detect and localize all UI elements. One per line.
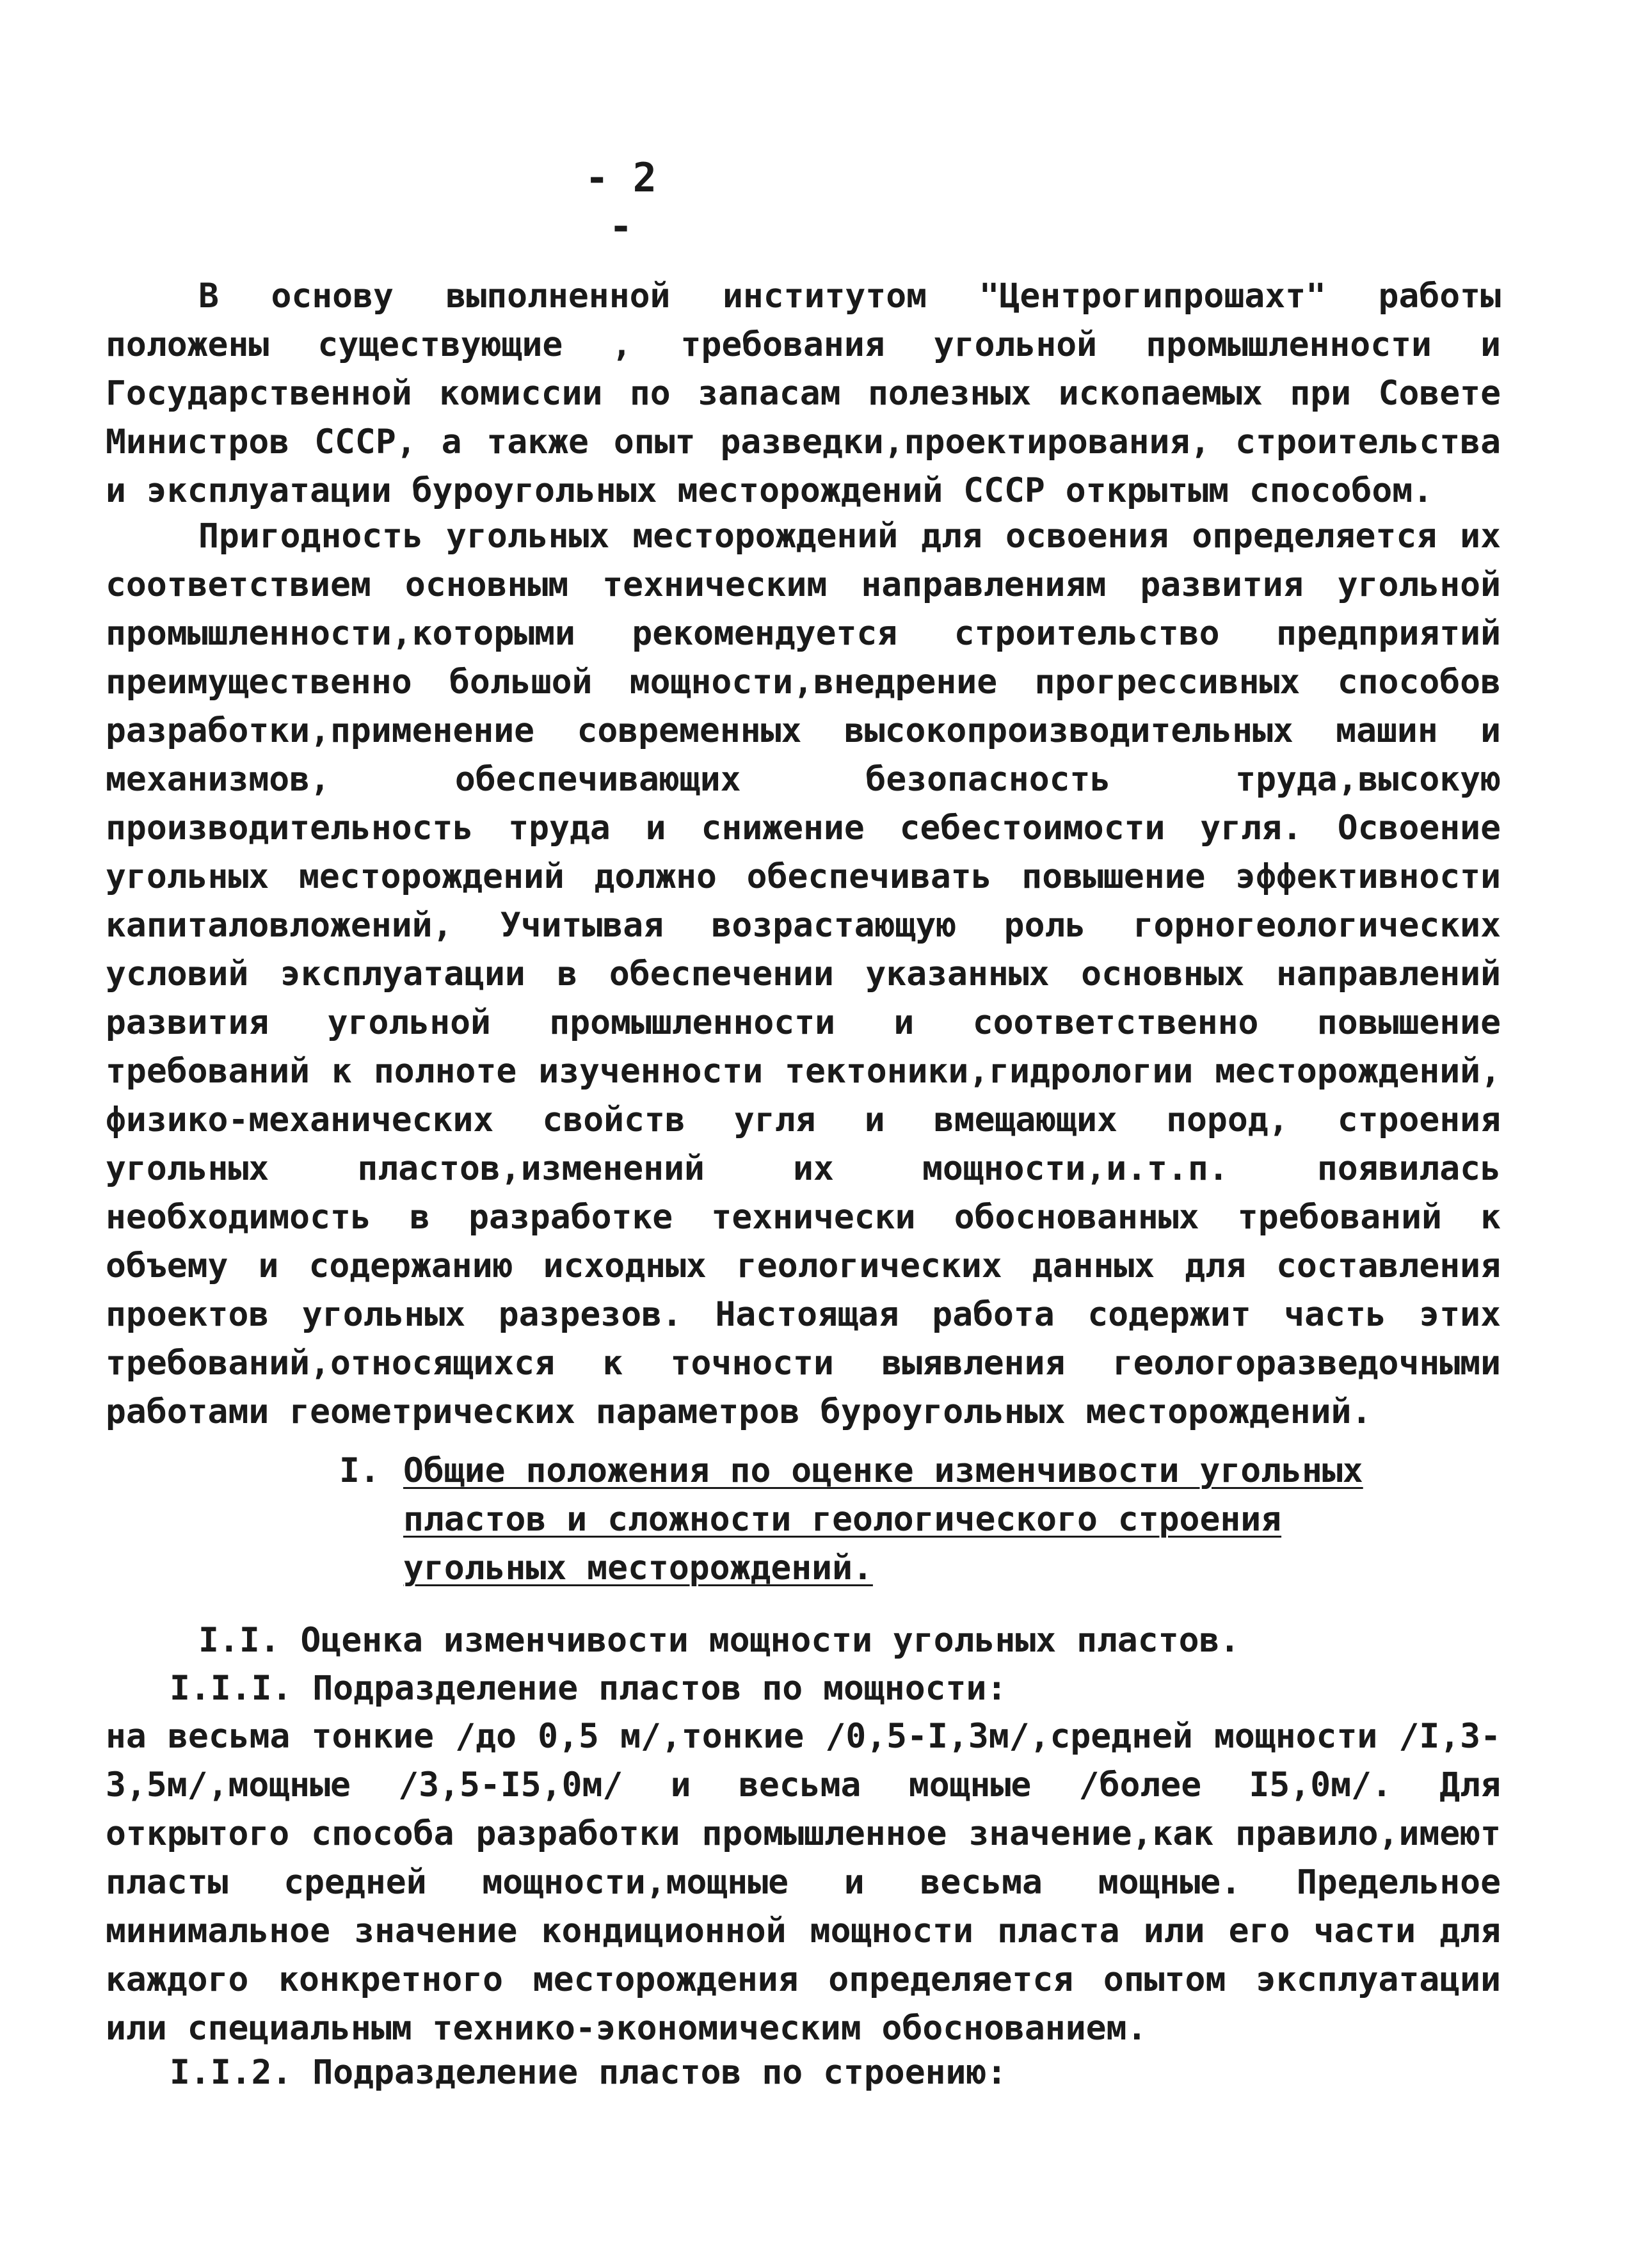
intro-paragraph: В основу выполненной институтом "Центрогипрошахт" работы положены существующие , требования угольной промышленности и Государственной комиссии по запасам полезных ископаемых при Совете Министров СССР, а также опыт разведки,проектирования, строительства и эксплуатации буроугольных месторождений СССР открытым способом. xyxy=(106,277,1501,510)
subsection-heading-1-1: I.I. Оценка изменчивости мощности угольных пластов. xyxy=(198,1621,1240,1660)
subsection-heading-1-1-2: I.I.2. Подразделение пластов по строению: xyxy=(170,2053,1007,2092)
section-title: Общие положения по оценке изменчивости угольных пластов и сложности геологического строения угольных месторождений. xyxy=(403,1451,1363,1588)
subsection-heading-1-1-1: I.I.I. Подразделение пластов по мощности: xyxy=(170,1669,1007,1708)
section-number: I. xyxy=(339,1451,380,1490)
suitability-paragraph: Пригодность угольных месторождений для освоения определяется их соответствием основным техническим направлениям развития угольной промышленности,которыми рекомендуется строительство предприятий преимущественно большой мощности,внедрение прогрессивных способов разработки,применение современных высокопроизводительных машин и механизмов, обеспечивающих безопасность труда,высокую производительность труда и снижение себестоимости угля. Освоение угольных месторождений должно обеспечивать повышение эффективности капиталовложений, Учитывая возрастающую роль горногеологических условий эксплуатации в обеспечении указанных основных направлений развития угольной промышленности и соответственно повышение требований к полноте изученности тектоники,гидрологии месторождений, физико-механических свойств угля и вмещающих пород, строения угольных пластов,изменений их мощности,и.т.п. появилась необходимость в разработке технически обоснованных требований к объему и содержанию исходных геологических данных для составления проектов угольных разрезов. Настоящая работа содержит часть этих требований,относящихся к точности выявления геологоразведочными работами геометрических параметров буроугольных месторождений. xyxy=(106,517,1501,1431)
page-number: - 2 - xyxy=(585,154,657,250)
thickness-classification-paragraph: на весьма тонкие /до 0,5 м/,тонкие /0,5-I,3м/,средней мощности /I,3-3,5м/,мощные /3,5-I5,0м/ и весьма мощные /более I5,0м/. Для открытого способа разработки промышленное значение,как правило,имеют пласты средней мощности,мощные и весьма мощные. Предельное минимальное значение кондиционной мощности пласта или его части для каждого конкретного месторождения определяется опытом эксплуатации или специальным технико-экономическим обоснованием. xyxy=(106,1717,1501,2048)
section-heading xyxy=(339,1447,1427,1593)
